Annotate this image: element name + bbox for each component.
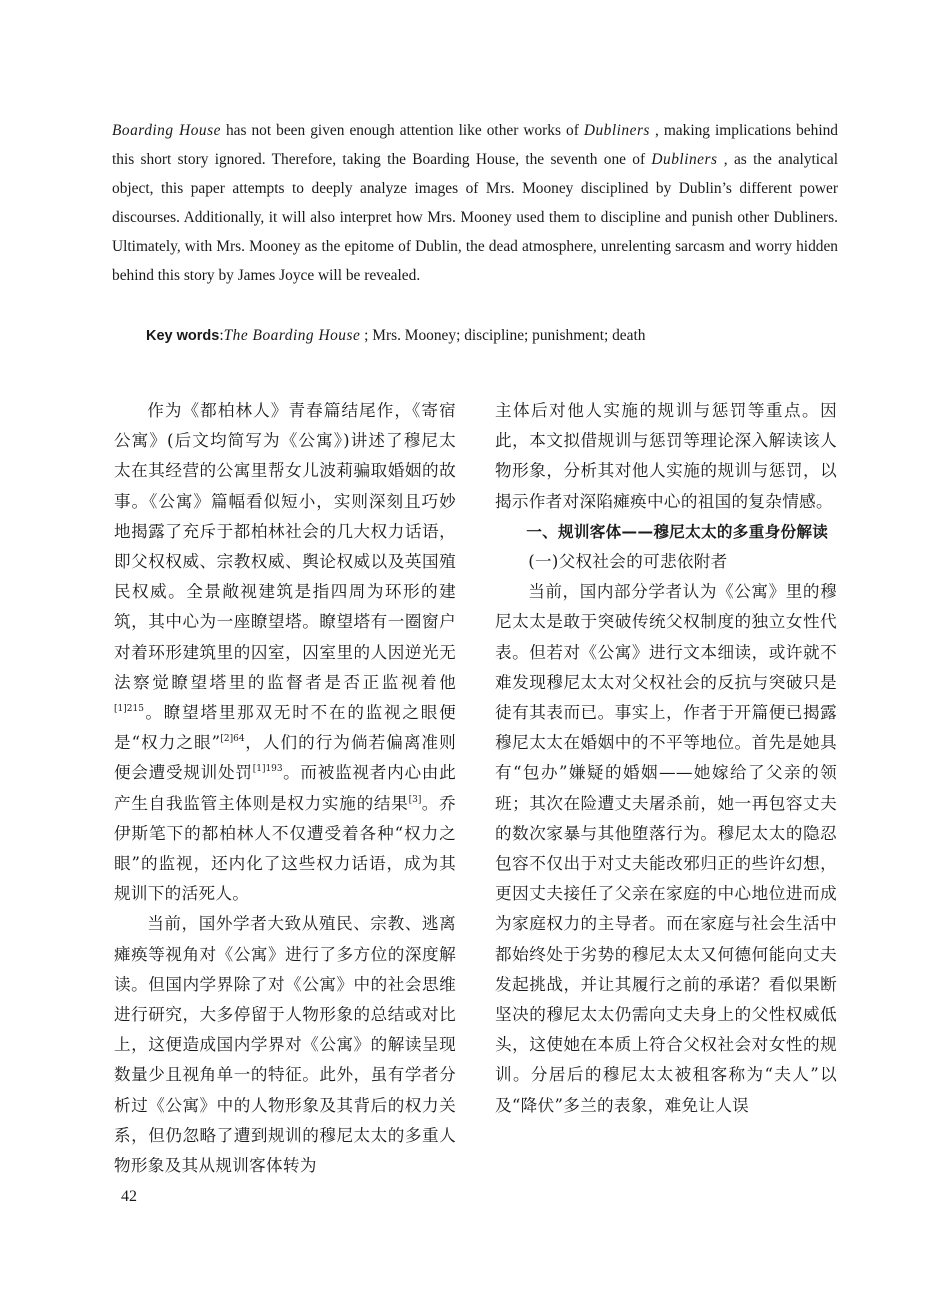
body-paragraph: 当前，国内部分学者认为《公寓》里的穆尼太太是敢于突破传统父权制度的独立女性代表。但若对《公寓》进行文本细读，或许就不难发现穆尼太太对父权社会的反抗与突破只是徒有其表而已。事实上，作者于开篇便已揭露穆尼太太在婚姻中的不平等地位。首先是她具有“包办”嫌疑的婚姻——她嫁给了父亲的领班；其次在险遭丈夫屠杀前，她一再包容丈夫的数次家暴与其他堕落行为。穆尼太太的隐忍包容不仅出于对丈夫能改邪归正的些许幻想，更因丈夫接任了父亲在家庭的中心地位进而成为家庭权力的主导者。而在家庭与社会生活中都始终处于劣势的穆尼太太又何德何能向丈夫发起挑战，并让其履行之前的承诺？看似果断坚决的穆尼太太仍需向丈夫身上的父性权威低头，这使她在本质上符合父权社会对女性的规训。分居后的穆尼太太被租客称为“夫人”以及“降伏”多兰的表象，难免让人误 — [495, 582, 837, 1115]
citation-ref: [1]193 — [252, 764, 283, 775]
keywords-list: ; Mrs. Mooney; discipline; punishment; death — [360, 327, 646, 344]
page-number: 42 — [121, 1188, 137, 1205]
keywords-colon: : — [219, 327, 224, 344]
abstract-text: has not been given enough attention like other works of — [220, 122, 584, 139]
section-heading: 一、规训客体——穆尼太太的多重身份解读 — [526, 522, 829, 541]
subsection-heading: (一)父权社会的可悲依附者 — [528, 552, 728, 572]
abstract-paragraph — [112, 116, 838, 290]
body-text: 。瞭望塔里那双无时不在的监视之眼便是“权力之眼” — [114, 703, 456, 753]
abstract-text: , as the analytical object, this paper attempts to deeply analyze images of Mrs. Mooney disciplined by Dublin’s different power discourses. Additionally, it will also interpret how Mrs. Mooney used them to discipline and punish other Dubliners. Ultimately, with Mrs. Mooney as the epitome of Dublin, the dead atmosphere, unrelenting sarcasm and worry hidden behind this story by James Joyce will be revealed. — [112, 151, 839, 284]
body-text: 。而被监视者内心由此产生自我监管主体则是权力实施的结果 — [114, 763, 457, 813]
body-paragraph: 主体后对他人实施的规训与惩罚等重点。因此，本文拟借规训与惩罚等理论深入解读该人物形象，分析其对他人实施的规训与惩罚，以揭示作者对深陷瘫痪中心的祖国的复杂情感。 — [495, 401, 837, 511]
abstract-text: , making implications behind this short story ignored. Therefore, taking the Boarding House, the seventh one of — [112, 122, 838, 168]
abstract-title-italic: Boarding House — [112, 122, 221, 139]
body-paragraph — [114, 396, 456, 909]
abstract-work-italic: Dubliners — [583, 122, 650, 139]
body-column-right — [495, 396, 837, 1121]
keywords-title: The Boarding House — [223, 327, 361, 344]
body-paragraph: 当前，国外学者大致从殖民、宗教、逃离瘫痪等视角对《公寓》进行了多方位的深度解读。但国内学界除了对《公寓》中的社会思维进行研究，大多停留于人物形象的总结或对比上，这便造成国内学界对《公寓》的解读呈现数量少且视角单一的特征。此外，虽有学者分析过《公寓》中的人物形象及其背后的权力关系，但仍忽略了遭到规训的穆尼太太的多重人物形象及其从规训客体转为 — [114, 914, 456, 1176]
keywords-line — [146, 321, 846, 351]
body-column-left — [114, 396, 456, 1181]
keywords-label: Key words — [146, 328, 220, 344]
body-text: ，人们的行为倘若偏离准则便会遭受规训处罚 — [114, 733, 456, 783]
citation-ref: [1]215 — [114, 704, 144, 715]
body-text: 。乔伊斯笔下的都柏林人不仅遭受着各种“权力之眼”的监视，还内化了这些权力话语，成为其规训下的活死人。 — [114, 793, 456, 904]
body-text: 作为《都柏林人》青春篇结尾作，《寄宿公寓》(后文均简写为《公寓》)讲述了穆尼太太在其经营的公寓里帮女儿波莉骗取婚姻的故事。《公寓》篇幅看似短小，实则深刻且巧妙地揭露了充斥于都柏林社会的几大权力话语，即父权权威、宗教权威、舆论权威以及英国殖民权威。全景敞视建筑是指四周为环形的建筑，其中心为一座瞭望塔。瞭望塔有一圈窗户对着环形建筑里的囚室，囚室里的人因逆光无法察觉瞭望塔里的监督者是否正监视着他 — [114, 401, 456, 692]
citation-ref: [3] — [408, 794, 422, 805]
citation-ref: [2]64 — [220, 734, 245, 745]
abstract-work-italic: Dubliners — [651, 151, 718, 168]
